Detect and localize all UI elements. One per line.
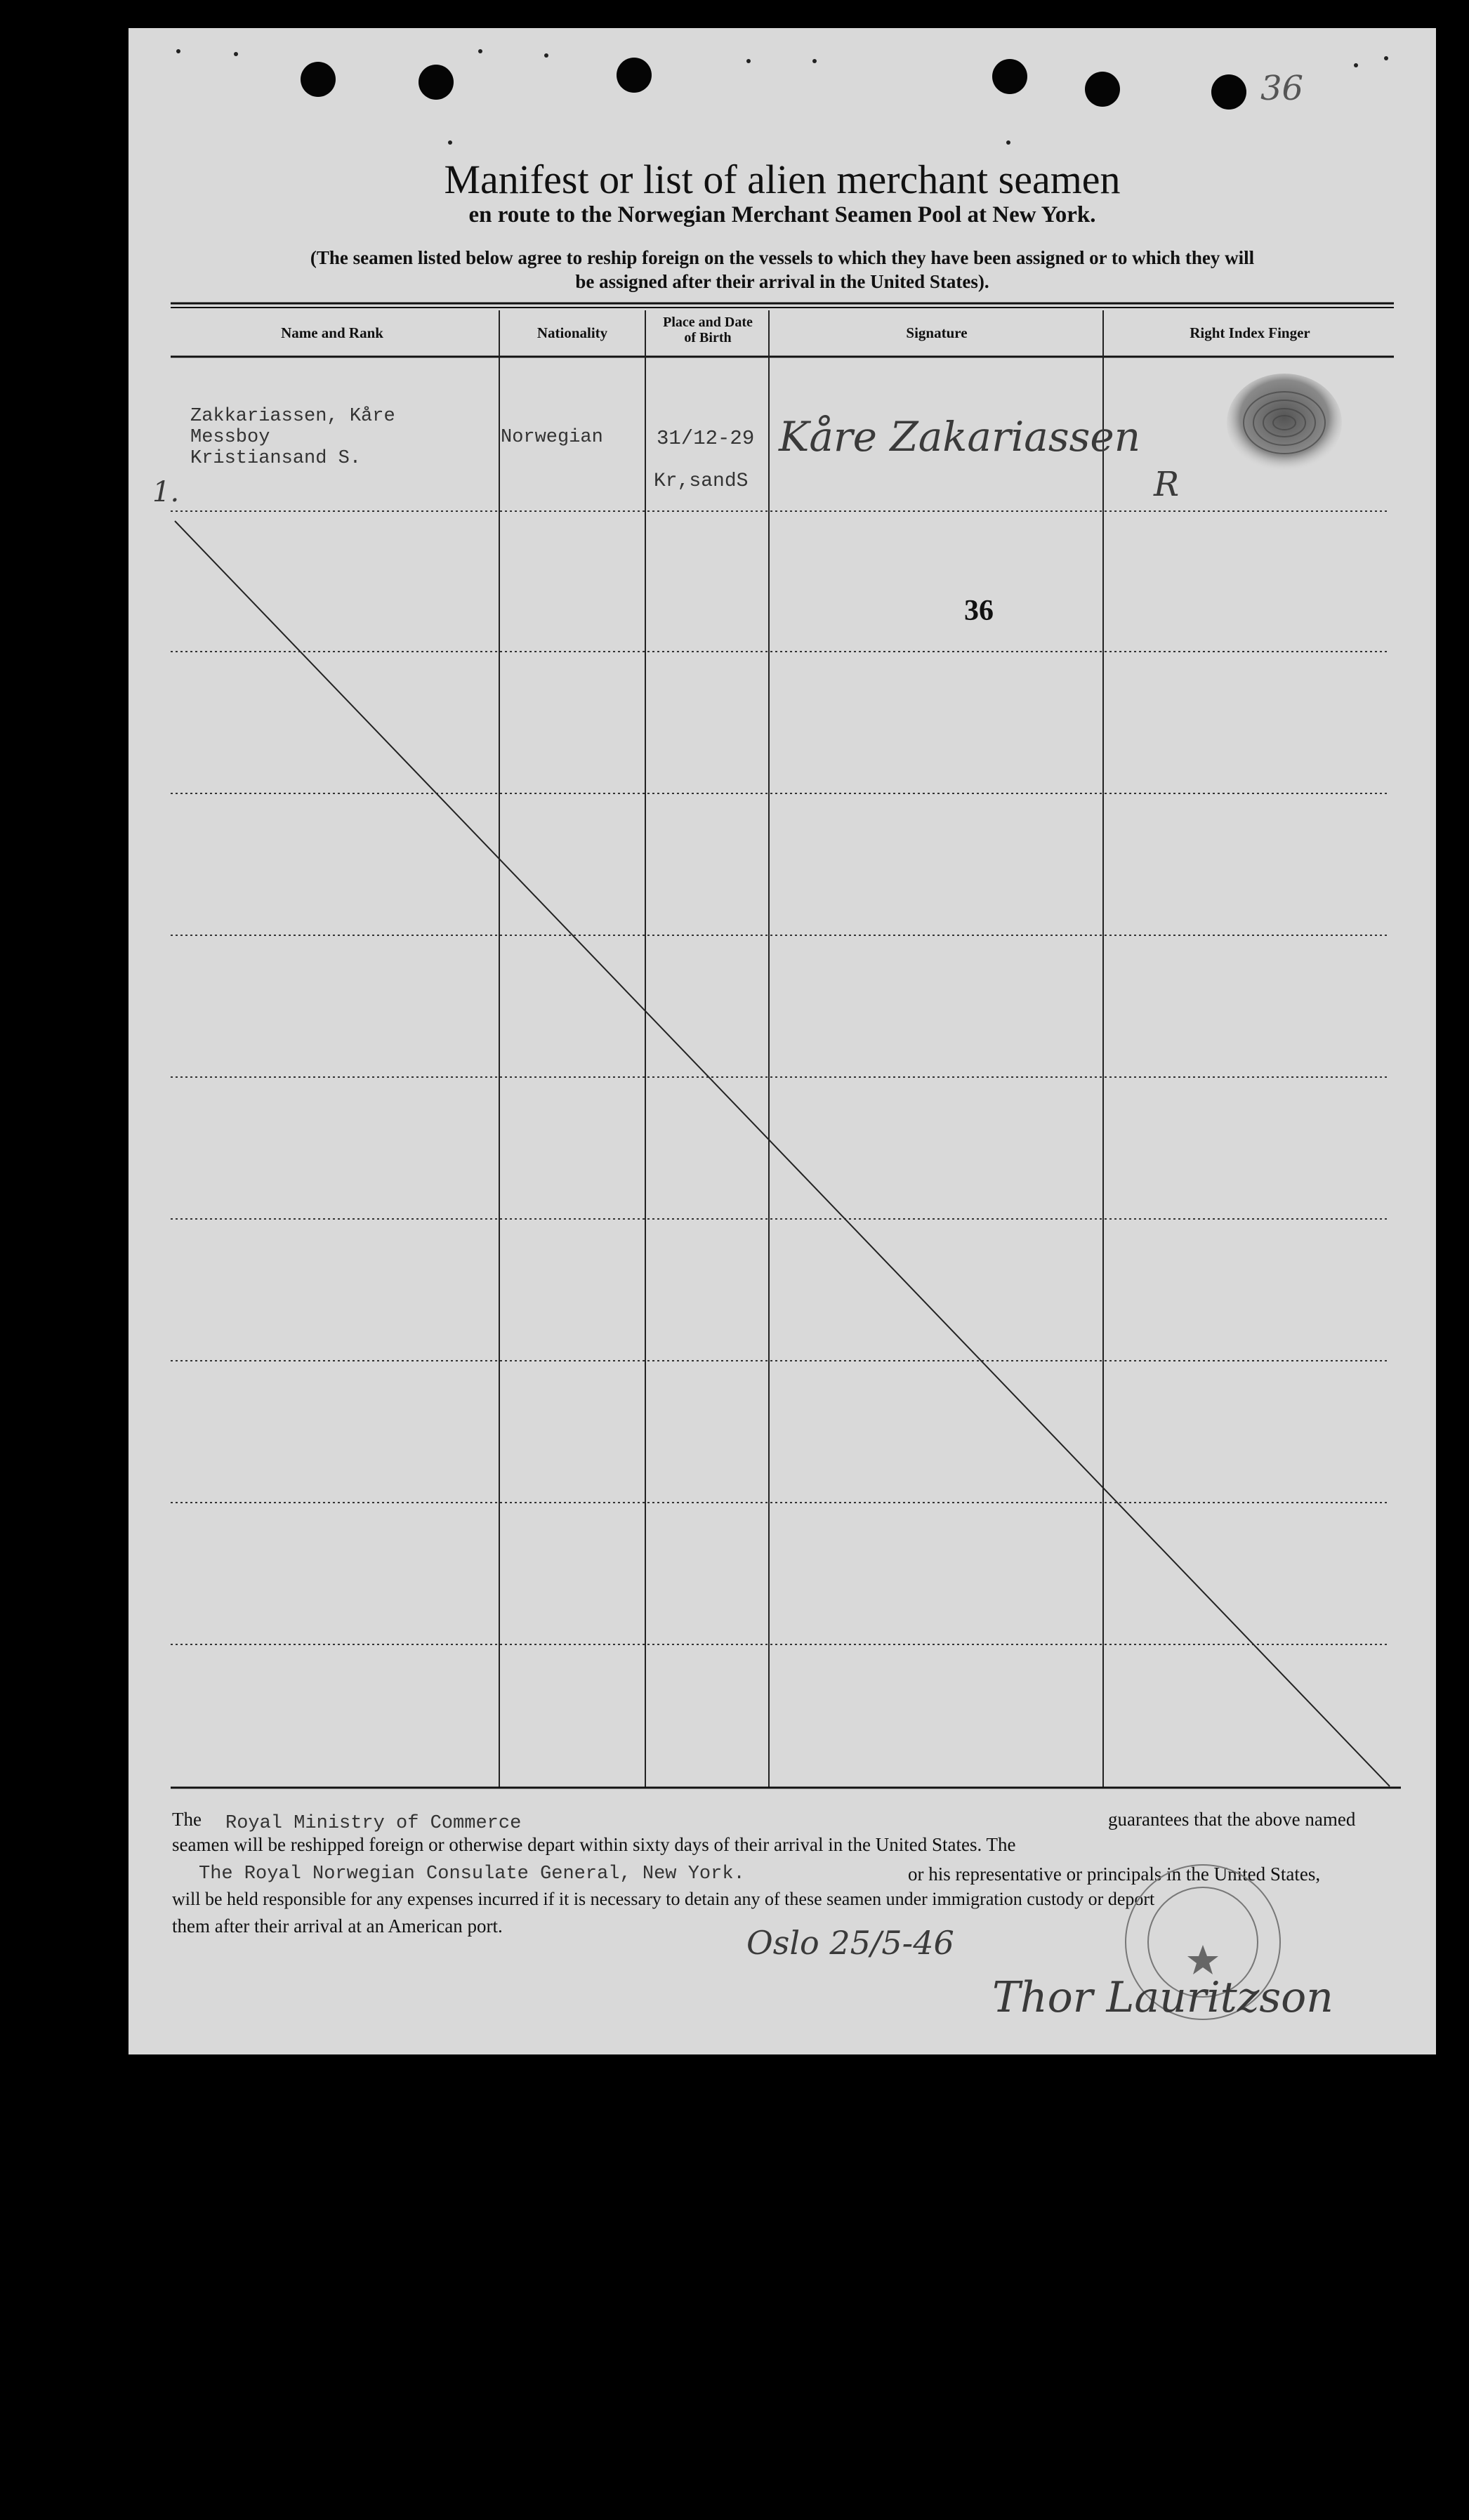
footer-line2: seamen will be reshipped foreign or otherwise depart within sixty days of their arrival in the United States. The	[172, 1834, 1016, 1855]
column-header-nationality: Nationality	[536, 324, 608, 341]
row-number: 1.	[152, 476, 180, 508]
manifest-document	[129, 28, 1436, 2054]
seaman-rank: Messboy	[190, 427, 270, 448]
birth-place: Kr,sandS	[654, 470, 749, 492]
column-header-birth-line2: of Birth	[684, 330, 732, 345]
responsible-party: The Royal Norwegian Consulate General, New York.	[199, 1863, 745, 1885]
footer-line4: will be held responsible for any expenses incurred if it is necessary to detain any of these seamen under immigration custody or deport	[172, 1889, 1155, 1909]
finger-mark-r: R	[1154, 465, 1180, 504]
seaman-signature: Kåre Zakariassen	[779, 413, 1141, 461]
footer-representative: or his representative or principals in the United States,	[908, 1863, 1321, 1885]
header-note-line2: be assigned after their arrival in the United States).	[575, 271, 989, 292]
seaman-hometown: Kristiansand S.	[190, 448, 362, 469]
stamp-number: 36	[964, 595, 994, 627]
page-subtitle: en route to the Norwegian Merchant Seamen Pool at New York.	[468, 202, 1096, 227]
official-signature: Thor Lauritzson	[992, 1973, 1333, 2022]
page-title: Manifest or list of alien merchant seamen	[444, 157, 1121, 202]
column-header-right-index-finger: Right Index Finger	[1190, 324, 1310, 341]
header-note-line1: (The seamen listed below agree to reship foreign on the vessels to which they have been assigned or to which they will	[310, 247, 1255, 268]
footer-guarantee: guarantees that the above named	[1108, 1809, 1356, 1830]
birth-date: 31/12-29	[657, 427, 755, 450]
seaman-nationality: Norwegian	[501, 427, 603, 448]
page-number-handwritten: 36	[1260, 69, 1304, 108]
place-and-date: Oslo 25/5-46	[746, 1924, 954, 1962]
column-header-name-rank: Name and Rank	[281, 324, 383, 341]
footer-the: The	[172, 1809, 202, 1830]
guarantor-name: Royal Ministry of Commerce	[225, 1813, 522, 1834]
footer-line5: them after their arrival at an American port.	[172, 1915, 503, 1937]
seaman-name: Zakkariassen, Kåre	[190, 406, 395, 427]
embossed-seal	[129, 28, 1436, 2054]
column-header-birth-line1: Place and Date	[663, 315, 753, 330]
column-header-signature: Signature	[906, 324, 968, 341]
